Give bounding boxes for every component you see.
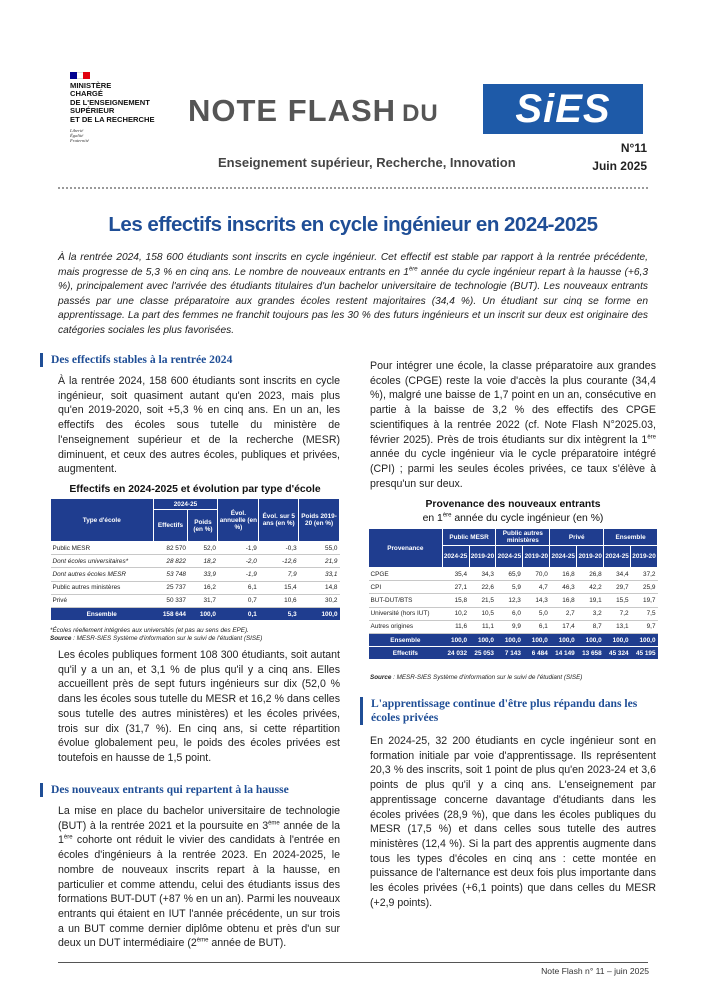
table1-header-evol5: Évol. sur 5 ans (en %) [259,499,299,542]
table2-header-public-autres: Public autres ministères [496,529,550,546]
section-apprentissage-paragraph: En 2024-25, 32 200 étudiants en cycle ingénieur sont en formation initiale par voie d'apprentissage. Ils représentent 20,3 % des inscrits, soit 1 point de plus qu'en 2023-24 et 3,6 points de plus qu'il y a cinq ans. L'enseignement par apprentissage concerne davantage d'étudiants dans les écoles privées (28,9 %), que dans les écoles publiques du MESR (17,5 %) et dans celles sous tutelle des autres ministères (12,4 %). Si la part des apprentis augmente dans tous les types d'écoles en cinq ans : cette montée en puissance de l'alternance est deux fois plus importante dans les écoles privées (+6,1 points) que dans celles du MESR (+2,9 points). [370,735,656,909]
motto-line-3: Fraternité [70,138,89,144]
table1-row-label: Public autres ministères [51,581,154,594]
table2-cell: 100,0 [631,633,658,646]
table2-cell: 6,0 [496,607,523,620]
table2-header-prive: Privé [550,529,604,546]
issue-date: Juin 2025 [592,159,647,173]
table2-body [369,568,658,660]
table2-cell: 15,8 [442,594,469,607]
table2-cell: 7 143 [496,647,523,660]
table2-cell: 34,3 [469,568,496,581]
table1-row [51,568,340,581]
table2-header-year: 2024-25 [604,546,631,568]
table2-row-label: CPGE [369,568,443,581]
table1-header-effectifs: Effectifs [153,510,188,542]
french-flag-icon [70,72,90,79]
flag-white-band [77,72,84,79]
table2-cell: 100,0 [604,633,631,646]
section-heading-nouveaux-entrants: Des nouveaux entrants qui repartent à la hausse [40,783,340,797]
table1-row-label: Privé [51,594,154,607]
table1-cell: 31,7 [188,594,218,607]
table2-cell: 37,2 [631,568,658,581]
table1-total-cell: 0,1 [218,607,259,620]
table1-row [51,542,340,555]
table2-row [369,594,658,607]
table2-cell: 8,7 [577,620,604,633]
table2-cell: 16,8 [550,568,577,581]
table2-cell: 14 149 [550,647,577,660]
table2-cell: 5,9 [496,581,523,594]
table2-cell: 45 324 [604,647,631,660]
table1-cell: 14,8 [299,581,340,594]
publication-du: DU [402,100,439,127]
table2-row [369,607,658,620]
table1-source-label: Source [50,635,72,643]
table2-row [369,581,658,594]
table1-header-evol: Évol. annuelle (en %) [218,499,259,542]
intro-part-1: À la rentrée 2024, 158 600 étudiants sont inscrits en cycle ingénieur. Cet effectif est stable par rapport à la rentrée précédente, mais progresse de 5,3 % en cinq ans. Le nombre de nouveaux entrants en 1 [58,252,648,278]
page-title: Les effectifs inscrits en cycle ingénieur en 2024-2025 [108,213,598,236]
table2-cell: 26,8 [577,568,604,581]
table2-subtitle-pre: en 1 [422,513,443,524]
table2-source [370,674,660,682]
table1-total-row [51,607,340,620]
table2-header-year: 2019-20 [469,546,496,568]
table1-row-label: Dont écoles universitaires* [51,555,154,568]
table1-cell: 7,9 [259,568,299,581]
table1-total-cell: 158 644 [153,607,188,620]
table2-cell: 24 032 [442,647,469,660]
table1-row [51,594,340,607]
table2-row-label: Autres origines [369,620,443,633]
table1-header-poids2019: Poids 2019-20 (en %) [299,499,340,542]
table2-cell: 13 658 [577,647,604,660]
motto-line-1: Liberté [70,128,84,134]
motto-line-2: Égalité [70,133,84,139]
table1-cell: 16,2 [188,581,218,594]
table1-cell: 18,2 [188,555,218,568]
table2-cell: 13,1 [604,620,631,633]
table2-cell: 21,5 [469,594,496,607]
table2-header-year: 2019-20 [577,546,604,568]
sies-logo: SiES [483,84,643,134]
table1-header-poids: Poids (en %) [188,510,218,542]
table2-cell: 6 484 [523,647,550,660]
table2-cell: 46,3 [550,581,577,594]
flag-blue-band [70,72,77,79]
table1-cell: 30,2 [299,594,340,607]
table1-row [51,581,340,594]
provenance-table [368,528,658,660]
table2-row-label: BUT-DUT/BTS [369,594,443,607]
table1-footnote: *Écoles réellement intégrées aux universités (et pas au sens des EPE). [50,627,249,634]
section-heading-effectifs: Des effectifs stables à la rentrée 2024 [40,353,340,367]
header-divider [58,187,648,189]
table1-cell: 33,1 [299,568,340,581]
table2-row-label: Université (hors IUT) [369,607,443,620]
table1-cell: 52,0 [188,542,218,555]
table1-cell: 15,4 [259,581,299,594]
table1-cell: 6,1 [218,581,259,594]
table2-row-label: CPI [369,581,443,594]
table2-cell: 19,1 [577,594,604,607]
intro-summary [58,251,648,339]
table1-cell: 55,0 [299,542,340,555]
table2-cell: 65,9 [496,568,523,581]
table1-cell: 53 748 [153,568,188,581]
table1-title: Effectifs en 2024-2025 et évolution par type d'école [69,484,321,495]
table2-header-year: 2024-25 [496,546,523,568]
table1-cell: -2,0 [218,555,259,568]
table2-cell: 11,1 [469,620,496,633]
table2-cell: 12,3 [496,594,523,607]
table1-header-type: Type d'école [51,499,154,542]
page-footer: Note Flash n° 11 – juin 2025 [541,966,649,976]
table2-header-provenance: Provenance [369,529,443,568]
motto [70,128,200,144]
cpge-paragraph: Pour intégrer une école, la classe préparatoire aux grandes écoles (CPGE) reste la voie d'accès la plus courante (34,4 %), malgré une baisse de 1,7 point en un an, consécutive en partie à la baisse de 3,2 % des effectifs des CPGE scientifiques à la rentrée 2022 (cf. Note Flash N°2025.03, février 2025). Près de trois étudiants sur dix intègrent la 1ère année du cycle ingénieur via le cycle préparatoire intégré (CPI) ; parmi les seules écoles privées, ce taux s'élève à presqu'un sur deux. [370,360,656,490]
table2-cell: 100,0 [442,633,469,646]
table2-total-row [369,647,658,660]
table1-cell: -1,9 [218,542,259,555]
table2-cell: 100,0 [550,633,577,646]
table2-total-row [369,633,658,646]
table1-total-cell: 100,0 [299,607,340,620]
publication-title [188,93,439,129]
table1-cell: 50 337 [153,594,188,607]
issue-info [592,139,647,175]
ministry-line-3: DE L'ENSEIGNEMENT [70,97,150,107]
table2-cell: 5,0 [523,607,550,620]
table1-cell: -12,6 [259,555,299,568]
intro-part-2: année du cycle ingénieur repart à la hausse (+6,3 %), principalement avec l'arrivée des étudiants titulaires d'un bachelor universitaire de technologie (BUT). Les nouveaux entrants passés par une classe préparatoire aux grandes écoles restent majoritaires (34,4 %). Un étudiant sur cinq se forme en apprentissage. La part des femmes ne franchit toujours pas les 30 % des futurs ingénieurs et un inscrit sur deux est originaire des catégories sociales les plus favorisées. [58,266,648,336]
table1-cell: 28 822 [153,555,188,568]
table1-cell: 0,7 [218,594,259,607]
section-heading-apprentissage: L'apprentissage continue d'être plus répandu dans les écoles privées [360,697,656,725]
table1-source [50,635,340,643]
footer-divider [58,962,648,963]
section-effectifs-paragraph-1: À la rentrée 2024, 158 600 étudiants sont inscrits en cycle ingénieur, soit quasiment autant qu'en 2023, mais plus qu'en 2019-2020, soit +5,3 % en cinq ans. En un an, les effectifs des écoles sous tutelle du ministère de l'enseignement supérieur et de la recherche (MESR) diminuent, et ceux des autres écoles, publiques et privées, augmentent. [58,375,340,476]
table2-cell: 35,4 [442,568,469,581]
table2-row [369,620,658,633]
table1-source-text: : MESR-SIES Système d'information sur le suivi de l'étudiant (SISE) [71,635,263,643]
table2-cell: 7,2 [604,607,631,620]
flag-red-band [83,72,90,79]
table2-subtitle-sup: ère [442,512,452,519]
table2-cell: 9,9 [496,620,523,633]
table2-cell: 70,0 [523,568,550,581]
ministry-line-5: ET DE LA RECHERCHE [70,114,155,124]
table2-row [369,568,658,581]
table2-row-label: Effectifs [369,647,443,660]
table1-row [51,555,340,568]
table2-cell: 45 195 [631,647,658,660]
table2-subtitle [370,513,656,524]
table2-header-year: 2024-25 [442,546,469,568]
table2-cell: 2,7 [550,607,577,620]
table2-cell: 22,6 [469,581,496,594]
table2-cell: 100,0 [469,633,496,646]
table2-cell: 27,1 [442,581,469,594]
issue-number: N°11 [620,141,647,155]
table2-cell: 25 053 [469,647,496,660]
table2-cell: 7,5 [631,607,658,620]
table2-header-year: 2024-25 [550,546,577,568]
table1-row-label: Public MESR [51,542,154,555]
table2-cell: 16,8 [550,594,577,607]
table2-subtitle-post: année du cycle ingénieur (en %) [451,513,604,524]
table2-cell: 15,5 [604,594,631,607]
effectifs-table [50,498,340,621]
table1-cell: 82 570 [153,542,188,555]
table2-cell: 10,2 [442,607,469,620]
publication-subtitle: Enseignement supérieur, Recherche, Innovation [218,155,516,170]
table2-header-year: 2019-20 [523,546,550,568]
table1-total-cell: 5,3 [259,607,299,620]
table2-cell: 6,1 [523,620,550,633]
table2-cell: 25,9 [631,581,658,594]
table1-row-label: Dont autres écoles MESR [51,568,154,581]
table2-header-ensemble: Ensemble [604,529,658,546]
ministry-line-1: MINISTÈRE [70,81,112,90]
table2-cell: 17,4 [550,620,577,633]
table1-notes [50,627,340,644]
table1-cell: 10,6 [259,594,299,607]
section-effectifs-paragraph-2: Les écoles publiques forment 108 300 étudiants, soit autant qu'il y a un an, et 3,1 % de plus qu'il y a cinq ans. Elles accueillent près de sept futurs ingénieurs sur dix (52,0 % dans les écoles sous tutelle du MESR et 16,2 % dans celles sous tutelle des autres ministères) et les écoles privées, trois sur dix (31,7 %). En cinq ans, si cette répartition évolue globalement peu, le poids des écoles privées est toutefois en hausse de 1,5 point. [58,649,340,764]
table2-cell: 11,6 [442,620,469,633]
table2-source-label: Source [370,674,392,681]
table1-cell: 21,9 [299,555,340,568]
table2-cell: 19,7 [631,594,658,607]
table1-total-cell: 100,0 [188,607,218,620]
publication-name: NOTE FLASH [188,93,397,128]
table2-cell: 34,4 [604,568,631,581]
table2-header-year: 2019-20 [631,546,658,568]
table2-cell: 14,3 [523,594,550,607]
ministry-line-4: SUPÉRIEUR [70,106,115,116]
table2-cell: 29,7 [604,581,631,594]
table2-source-text: : MESR-SIES Système d'information sur le suivi de l'étudiant (SISE) [391,674,583,681]
table2-cell: 100,0 [577,633,604,646]
table1-cell: -1,9 [218,568,259,581]
table1-total-label: Ensemble [51,607,154,620]
ministry-line-2: CHARGÉ [70,89,103,99]
section-nouveaux-entrants-paragraph: La mise en place du bachelor universitaire de technologie (BUT) à la rentrée 2021 et la poursuite en 3ème année de la 1ère cohorte ont réduit le vivier des candidats à l'entrée en écoles d'ingénieurs à la rentrée 2023. En 2024-2025, le nombre de nouveaux inscrits repart à la hausse, en particulier et comme attendu, celui des étudiants issus des formations BUT-DUT (+87 % en un an). Parmi les nouveaux entrants qui étaient en IUT l'année précédente, un sur trois a un BUT comme dernier diplôme obtenu et près d'un sur deux un DUT intermédiaire (2ème année de BUT). [58,805,340,950]
table2-cell: 100,0 [523,633,550,646]
table2-cell: 9,7 [631,620,658,633]
table2-cell: 3,2 [577,607,604,620]
table2-header-public-mesr: Public MESR [442,529,496,546]
intro-superscript: ère [408,266,418,273]
table2-cell: 10,5 [469,607,496,620]
table2-row-label: Ensemble [369,633,443,646]
table2-cell: 100,0 [496,633,523,646]
table1-header-group: 2024-25 [153,499,218,510]
table1-cell: 25 737 [153,581,188,594]
table2-cell: 4,7 [523,581,550,594]
table2-cell: 42,2 [577,581,604,594]
table1-cell: -0,3 [259,542,299,555]
table1-cell: 33,9 [188,568,218,581]
ministry-logo [70,72,200,144]
table2-title: Provenance des nouveaux entrants [425,499,601,510]
